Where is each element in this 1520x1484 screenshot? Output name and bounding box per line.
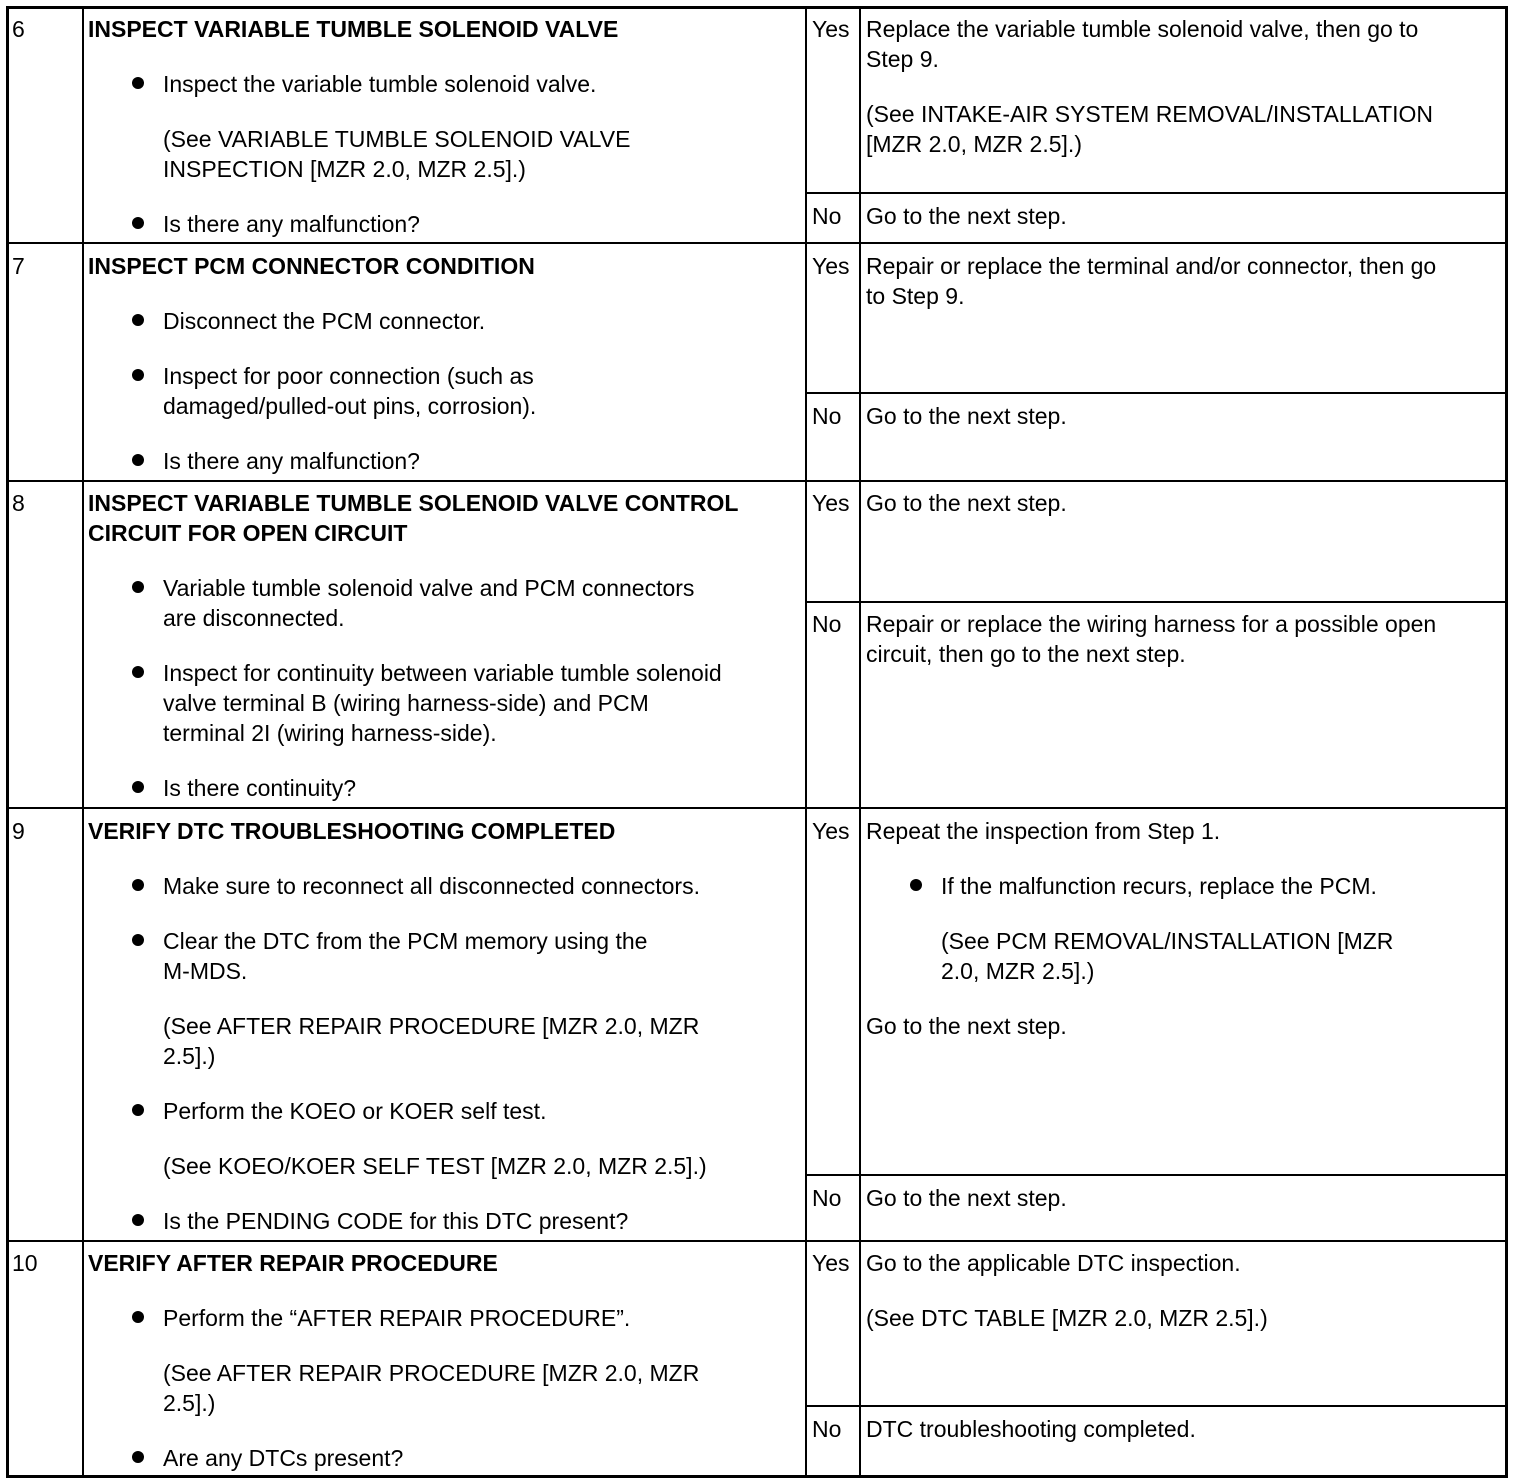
bullet-icon bbox=[132, 879, 144, 891]
bullet-icon bbox=[132, 1451, 144, 1463]
bullet-icon bbox=[132, 1104, 144, 1116]
check-item: Perform the KOEO or KOER self test. bbox=[163, 1098, 547, 1124]
step-title: CIRCUIT FOR OPEN CIRCUIT bbox=[88, 520, 408, 546]
step-title: INSPECT PCM CONNECTOR CONDITION bbox=[88, 253, 535, 279]
yes-no-divider bbox=[805, 1405, 1508, 1407]
yes-action: Go to the next step. bbox=[866, 490, 1067, 516]
no-action: Go to the next step. bbox=[866, 403, 1067, 429]
check-question: Is the PENDING CODE for this DTC present? bbox=[163, 1208, 629, 1234]
yes-no-divider bbox=[805, 392, 1508, 394]
bullet-icon bbox=[132, 581, 144, 593]
no-action: DTC troubleshooting completed. bbox=[866, 1416, 1196, 1442]
check-item: Inspect for continuity between variable tumble solenoid bbox=[163, 660, 722, 686]
yes-action: Go to the next step. bbox=[866, 1013, 1067, 1039]
yes-action: Repair or replace the terminal and/or connector, then go bbox=[866, 253, 1437, 279]
bullet-icon bbox=[132, 1214, 144, 1226]
bullet-icon bbox=[132, 454, 144, 466]
step-number: 10 bbox=[12, 1250, 38, 1276]
step-number: 9 bbox=[12, 818, 25, 844]
check-item: Variable tumble solenoid valve and PCM connectors bbox=[163, 575, 695, 601]
row-divider bbox=[6, 480, 1508, 482]
yes-action-note: (See DTC TABLE [MZR 2.0, MZR 2.5].) bbox=[866, 1305, 1268, 1331]
column-divider bbox=[82, 6, 84, 1478]
step-number: 6 bbox=[12, 16, 25, 42]
reference-note: (See KOEO/KOER SELF TEST [MZR 2.0, MZR 2.5].) bbox=[163, 1153, 707, 1179]
yes-action: Repeat the inspection from Step 1. bbox=[866, 818, 1221, 844]
reference-note: (See AFTER REPAIR PROCEDURE [MZR 2.0, MZR bbox=[163, 1360, 700, 1386]
bullet-icon bbox=[132, 1311, 144, 1323]
check-item: are disconnected. bbox=[163, 605, 345, 631]
check-item: Make sure to reconnect all disconnected connectors. bbox=[163, 873, 700, 899]
no-action: Go to the next step. bbox=[866, 203, 1067, 229]
no-label: No bbox=[812, 1416, 842, 1442]
column-divider bbox=[859, 6, 861, 1478]
no-label: No bbox=[812, 203, 842, 229]
bullet-icon bbox=[910, 879, 922, 891]
no-label: No bbox=[812, 1185, 842, 1211]
row-divider bbox=[6, 807, 1508, 809]
bullet-icon bbox=[132, 77, 144, 89]
yes-action-note: [MZR 2.0, MZR 2.5].) bbox=[866, 131, 1082, 157]
yes-label: Yes bbox=[812, 1250, 850, 1276]
yes-action-item: If the malfunction recurs, replace the PCM. bbox=[941, 873, 1377, 899]
yes-action: to Step 9. bbox=[866, 283, 965, 309]
step-title: INSPECT VARIABLE TUMBLE SOLENOID VALVE CONTROL bbox=[88, 490, 739, 516]
no-action: Go to the next step. bbox=[866, 1185, 1067, 1211]
no-action: circuit, then go to the next step. bbox=[866, 641, 1186, 667]
check-item: damaged/pulled-out pins, corrosion). bbox=[163, 393, 537, 419]
reference-note: 2.5].) bbox=[163, 1390, 216, 1416]
check-item: Inspect the variable tumble solenoid valve. bbox=[163, 71, 597, 97]
reference-note: (See AFTER REPAIR PROCEDURE [MZR 2.0, MZR bbox=[163, 1013, 700, 1039]
step-title: VERIFY AFTER REPAIR PROCEDURE bbox=[88, 1250, 498, 1276]
check-item: M-MDS. bbox=[163, 958, 248, 984]
no-label: No bbox=[812, 611, 842, 637]
bullet-icon bbox=[132, 369, 144, 381]
yes-label: Yes bbox=[812, 253, 850, 279]
yes-label: Yes bbox=[812, 818, 850, 844]
column-divider bbox=[805, 6, 807, 1478]
yes-no-divider bbox=[805, 601, 1508, 603]
step-title: VERIFY DTC TROUBLESHOOTING COMPLETED bbox=[88, 818, 616, 844]
yes-action: Go to the applicable DTC inspection. bbox=[866, 1250, 1241, 1276]
bullet-icon bbox=[132, 781, 144, 793]
no-label: No bbox=[812, 403, 842, 429]
no-action: Repair or replace the wiring harness for a possible open bbox=[866, 611, 1437, 637]
check-question: Is there continuity? bbox=[163, 775, 357, 801]
bullet-icon bbox=[132, 666, 144, 678]
yes-action-note: (See INTAKE-AIR SYSTEM REMOVAL/INSTALLATION bbox=[866, 101, 1434, 127]
step-number: 7 bbox=[12, 253, 25, 279]
yes-action-note: 2.0, MZR 2.5].) bbox=[941, 958, 1095, 984]
step-number: 8 bbox=[12, 490, 25, 516]
check-question: Is there any malfunction? bbox=[163, 448, 420, 474]
yes-no-divider bbox=[805, 1174, 1508, 1176]
row-divider bbox=[6, 242, 1508, 244]
check-question: Are any DTCs present? bbox=[163, 1445, 404, 1471]
yes-label: Yes bbox=[812, 16, 850, 42]
reference-note: 2.5].) bbox=[163, 1043, 216, 1069]
check-item: terminal 2I (wiring harness-side). bbox=[163, 720, 497, 746]
check-item: Perform the “AFTER REPAIR PROCEDURE”. bbox=[163, 1305, 631, 1331]
reference-note: (See VARIABLE TUMBLE SOLENOID VALVE bbox=[163, 126, 631, 152]
reference-note: INSPECTION [MZR 2.0, MZR 2.5].) bbox=[163, 156, 526, 182]
step-title: INSPECT VARIABLE TUMBLE SOLENOID VALVE bbox=[88, 16, 619, 42]
yes-label: Yes bbox=[812, 490, 850, 516]
bullet-icon bbox=[132, 314, 144, 326]
yes-action-note: (See PCM REMOVAL/INSTALLATION [MZR bbox=[941, 928, 1394, 954]
yes-action: Step 9. bbox=[866, 46, 939, 72]
check-question: Is there any malfunction? bbox=[163, 211, 420, 237]
check-item: Clear the DTC from the PCM memory using the bbox=[163, 928, 648, 954]
bullet-icon bbox=[132, 934, 144, 946]
yes-no-divider bbox=[805, 192, 1508, 194]
check-item: valve terminal B (wiring harness-side) and PCM bbox=[163, 690, 649, 716]
bullet-icon bbox=[132, 217, 144, 229]
check-item: Disconnect the PCM connector. bbox=[163, 308, 486, 334]
row-divider bbox=[6, 1240, 1508, 1242]
yes-action: Replace the variable tumble solenoid valve, then go to bbox=[866, 16, 1419, 42]
check-item: Inspect for poor connection (such as bbox=[163, 363, 534, 389]
